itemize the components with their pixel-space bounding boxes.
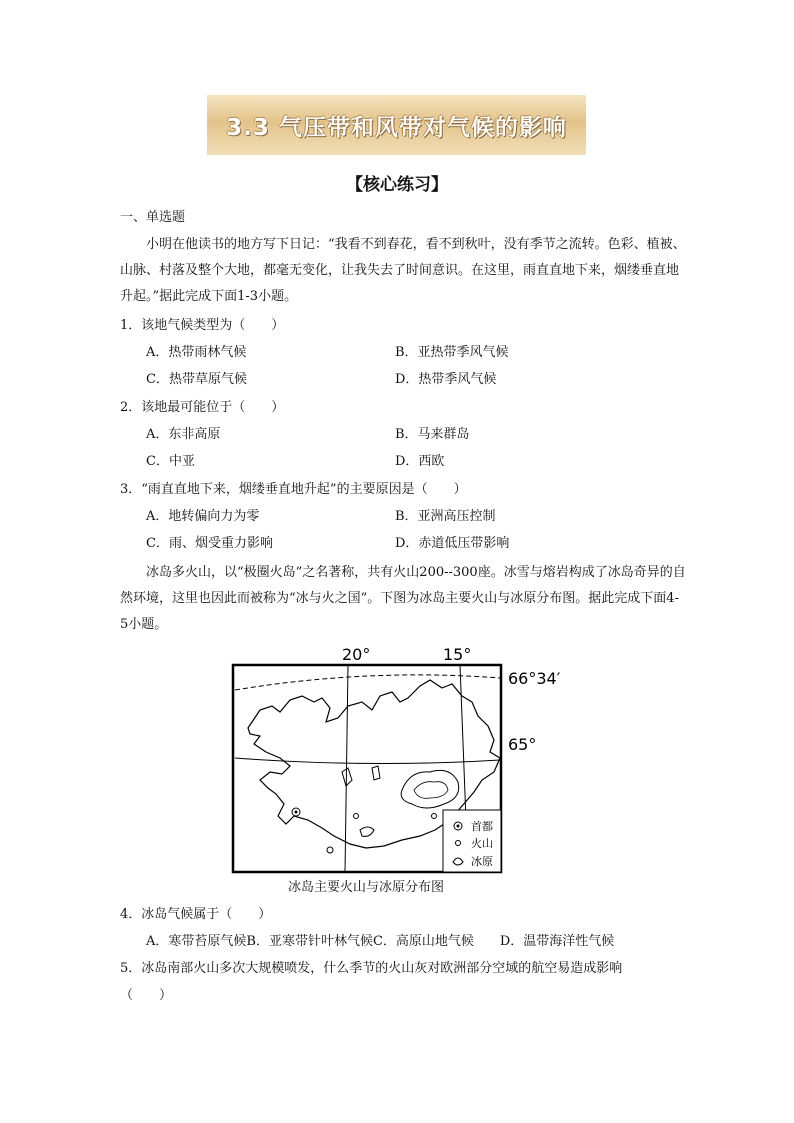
passage-2-text: 冰岛多火山，以“极圈火岛”之名著称，共有火山200--300座。冰雪与熔岩构成了冰岛奇异的自然环境，这里也因此而被称为“冰与火之国”。下图为冰岛主要火山与冰原分布图。据此完成下面4-5小题。	[120, 565, 686, 632]
q2-stem: 2．该地最可能位于（ ）	[120, 400, 285, 415]
q5-answer-paren: （ ）	[120, 988, 173, 1003]
volcano-marker	[432, 814, 437, 819]
q1-option-a: A．热带雨林气候	[146, 345, 247, 360]
map-caption: 冰岛主要火山与冰原分布图	[287, 880, 444, 895]
legend-capital-label: 首都	[471, 820, 493, 833]
q1-stem: 1．该地气候类型为（ ）	[120, 318, 285, 333]
legend-volcano-label: 火山	[471, 837, 493, 850]
iceland-map	[230, 640, 570, 900]
q3-option-c: C．雨、烟受重力影响	[146, 536, 273, 551]
q3-option-b: B．亚洲高压控制	[395, 509, 496, 524]
question-type-label: 一、单选题	[120, 210, 186, 225]
q4-stem: 4．冰岛气候属于（ ）	[120, 907, 272, 922]
passage-1-text: 小明在他读书的地方写下日记：“我看不到春花，看不到秋叶，没有季节之流转。色彩、植被、山脉、村落及整个大地，都毫无变化，让我失去了时间意识。在这里，雨直直地下来，烟缕垂直地升起。”据此完成下面1-3小题。	[120, 237, 686, 304]
volcano-marker	[354, 814, 359, 819]
q1-option-b: B．亚热带季风气候	[395, 345, 509, 360]
q2-option-c: C．中亚	[146, 454, 195, 469]
title-banner	[207, 95, 586, 155]
glacier-langjokull	[342, 768, 352, 786]
latitude-label-65: 65°	[508, 735, 537, 754]
glacier-myrdalsjokull	[360, 827, 374, 836]
q4-options: A．寒带苔原气候B．亚寒带针叶林气候C．高原山地气候 D．温带海洋性气候	[146, 934, 615, 949]
glacier-vatnajokull-inner	[414, 782, 448, 799]
q1-option-d: D．热带季风气候	[395, 372, 497, 387]
glacier-hofsjokull	[372, 766, 380, 780]
longitude-label-15: 15°	[443, 645, 472, 664]
longitude-label-20: 20°	[342, 645, 371, 664]
latitude-label-arctic: 66°34′	[508, 669, 561, 688]
glacier-vatnajokull	[401, 770, 459, 808]
q5-stem: 5．冰岛南部火山多次大规模喷发，什么季节的火山灰对欧洲部分空域的航空易造成影响	[120, 961, 623, 976]
q3-option-a: A．地转偏向力为零	[146, 509, 260, 524]
q3-stem: 3．“雨直直地下来，烟缕垂直地升起”的主要原因是（ ）	[120, 482, 467, 497]
q3-option-d: D．赤道低压带影响	[395, 536, 510, 551]
q1-option-c: C．热带草原气候	[146, 372, 247, 387]
page-title: 3.3 气压带和风带对气候的影响	[226, 114, 567, 141]
capital-marker-dot	[295, 811, 298, 814]
volcano-marker	[327, 847, 333, 853]
q2-option-a: A．东非高原	[146, 427, 221, 442]
q2-option-d: D．西欧	[395, 454, 445, 469]
legend-capital-symbol-dot	[457, 825, 460, 828]
legend-ice-label: 冰原	[471, 855, 493, 868]
passage-2	[120, 560, 686, 638]
q2-option-b: B．马来群岛	[395, 427, 470, 442]
parallel-65-line	[235, 758, 500, 764]
section-heading: 【核心练习】	[346, 175, 448, 195]
passage-1	[120, 232, 686, 310]
